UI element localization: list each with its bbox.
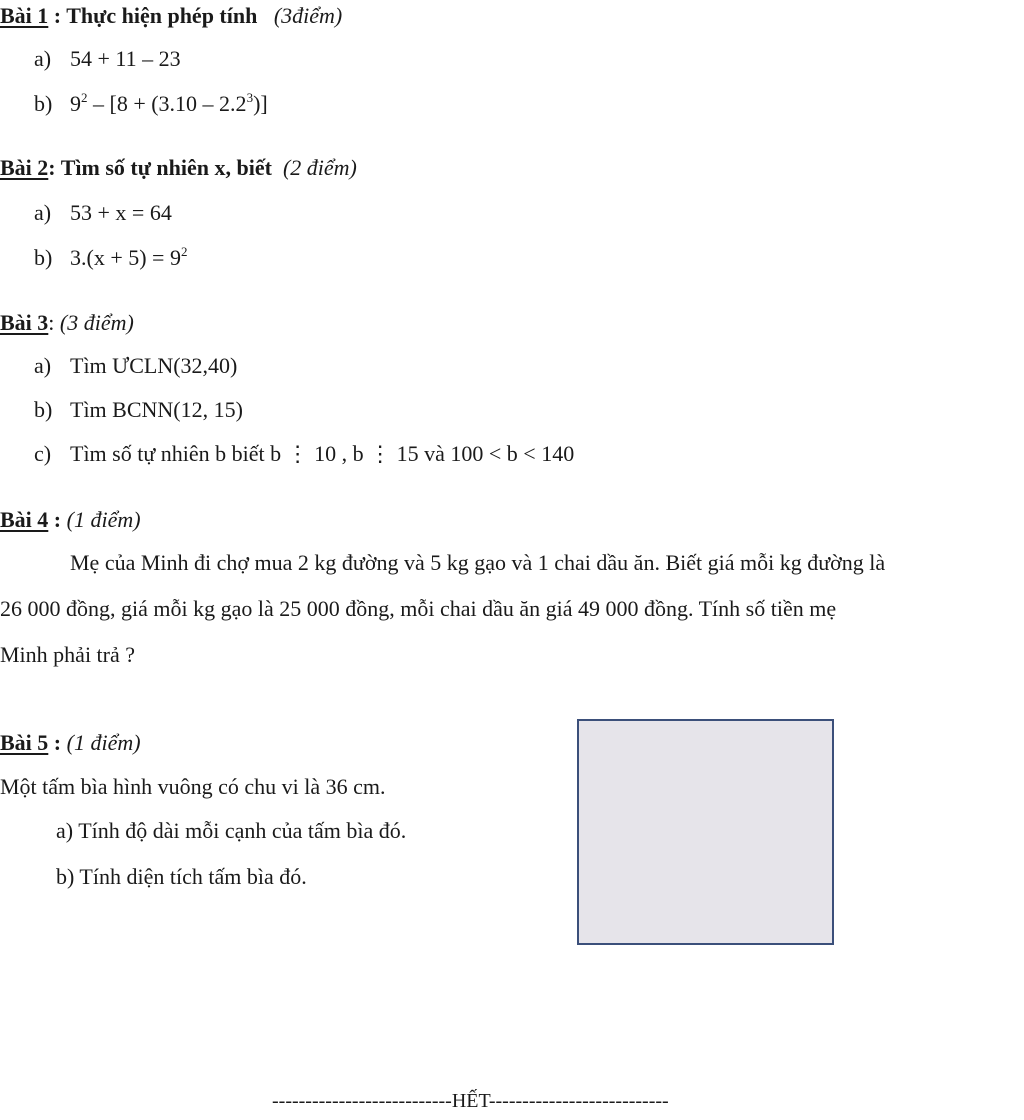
item-text: Tìm ƯCLN(32,40) bbox=[70, 353, 238, 378]
bai2-points: (2 điểm) bbox=[282, 155, 357, 180]
bai5-points: (1 điểm) bbox=[66, 730, 141, 755]
bai2-item-b bbox=[34, 244, 188, 270]
item-letter: a) bbox=[34, 46, 52, 71]
bai1-sep: : bbox=[48, 3, 67, 28]
bai4-line-3: Minh phải trả ? bbox=[0, 642, 136, 667]
bai1-title: Thực hiện phép tính bbox=[66, 3, 258, 28]
bai5-heading bbox=[0, 732, 141, 754]
bai1-points: (3điểm) bbox=[273, 3, 343, 28]
bai1-item-a bbox=[34, 48, 181, 70]
bai3-item-a bbox=[34, 355, 237, 377]
item-expr: 3.(x + 5) = 9 bbox=[70, 245, 181, 270]
item-expr: 54 + 11 – 23 bbox=[70, 46, 181, 71]
item-letter: b) bbox=[34, 397, 53, 422]
bai2-sep: : bbox=[48, 155, 61, 180]
bai5-sep: : bbox=[48, 730, 67, 755]
item-expr: 53 + x = 64 bbox=[70, 200, 172, 225]
end-marker: ---------------------------HẾT--------------------------- bbox=[272, 1090, 669, 1112]
bai3-points: (3 điểm) bbox=[59, 310, 134, 335]
bai1-label: Bài 1 bbox=[0, 3, 49, 28]
item-exp: 2 bbox=[180, 244, 188, 259]
item-exp: 2 bbox=[81, 90, 88, 105]
bai3-label: Bài 3 bbox=[0, 310, 49, 335]
bai4-line-2: 26 000 đồng, giá mỗi kg gạo là 25 000 đồng, mỗi chai dầu ăn giá 49 000 đồng. Tính số tiền mẹ bbox=[0, 596, 837, 621]
item-letter: c) bbox=[34, 441, 52, 466]
bai2-title: Tìm số tự nhiên x, biết bbox=[60, 155, 272, 180]
bai4-sep: : bbox=[48, 507, 67, 532]
bai4-line-1: Mẹ của Minh đi chợ mua 2 kg đường và 5 kg gạo và 1 chai dầu ăn. Biết giá mỗi kg đường là bbox=[70, 550, 886, 575]
bai2-label: Bài 2 bbox=[0, 155, 49, 180]
bai5-item-a: a) Tính độ dài mỗi cạnh của tấm bìa đó. bbox=[56, 818, 407, 843]
item-letter: b) bbox=[34, 245, 53, 270]
bai1-heading bbox=[0, 5, 342, 27]
item-expr-mid: – [8 + (3.10 – 2.2 bbox=[87, 91, 247, 116]
bai2-item-a bbox=[34, 202, 172, 224]
bai1-item-b bbox=[34, 90, 268, 116]
item-letter: a) bbox=[34, 200, 52, 225]
square-figure bbox=[577, 719, 834, 945]
bai4-label: Bài 4 bbox=[0, 507, 49, 532]
bai3-item-b bbox=[34, 399, 243, 421]
item-letter: b) bbox=[34, 91, 53, 116]
bai3-sep: : bbox=[48, 310, 60, 335]
bai5-intro: Một tấm bìa hình vuông có chu vi là 36 cm. bbox=[0, 774, 386, 799]
item-expr-end: )] bbox=[253, 91, 268, 116]
bai3-item-c bbox=[34, 443, 574, 465]
bai4-points: (1 điểm) bbox=[66, 507, 141, 532]
item-exp: 3 bbox=[246, 90, 254, 105]
bai5-label: Bài 5 bbox=[0, 730, 49, 755]
bai5-item-b: b) Tính diện tích tấm bìa đó. bbox=[56, 864, 307, 889]
bai4-heading bbox=[0, 509, 141, 531]
bai2-heading bbox=[0, 157, 357, 179]
item-text: Tìm BCNN(12, 15) bbox=[70, 397, 243, 422]
item-letter: a) bbox=[34, 353, 52, 378]
bai3-heading bbox=[0, 312, 134, 334]
item-expr-base: 9 bbox=[70, 91, 81, 116]
item-text: Tìm số tự nhiên b biết b ⋮ 10 , b ⋮ 15 và 100 < b < 140 bbox=[70, 441, 575, 466]
